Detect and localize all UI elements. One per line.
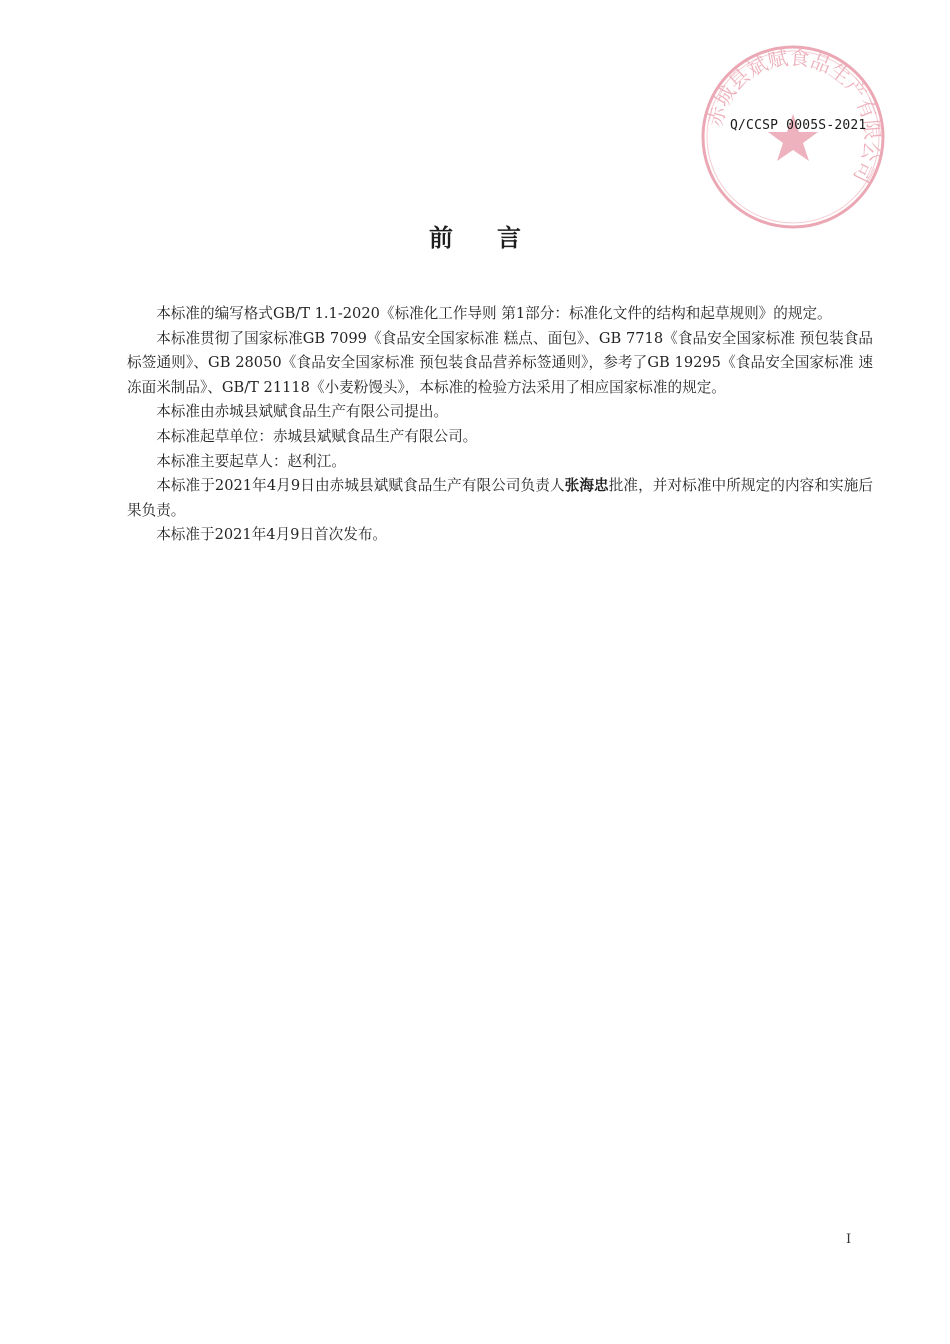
- paragraph-drafting-unit: 本标准起草单位：赤城县斌赋食品生产有限公司。: [156, 427, 478, 445]
- paragraph-format: 本标准的编写格式GB/T 1.1-2020《标准化工作导则 第1部分：标准化文件的结构和起草规则》的规定。: [156, 305, 832, 322]
- page-number: I: [846, 1232, 852, 1247]
- approval-text-before: 本标准于2021年4月9日由赤城县斌赋食品生产有限公司负责人: [156, 477, 565, 495]
- paragraph-drafter: 本标准主要起草人：赵利江。: [156, 452, 346, 470]
- document-code: Q/CCSP 0005S-2021: [730, 118, 867, 133]
- foreword-body: [127, 302, 873, 548]
- approver-name: 张海忠: [564, 477, 609, 495]
- seal-text: 赤城县斌赋食品生产有限公司: [702, 45, 885, 187]
- paragraph-proposer: 本标准由赤城县斌赋食品生产有限公司提出。: [156, 403, 449, 421]
- paragraph-approval: [127, 474, 873, 523]
- paragraph-standards: 本标准贯彻了国家标准GB 7099《食品安全国家标准 糕点、面包》、GB 7718《食品安全国家标准 预包装食品标签通则》、GB 28050《食品安全国家标准 预包装食品营养标签通则》，参考了GB 19295《食品安全国家标准 速冻面米制品》、GB/T 21118《小麦粉馒头》，本标准的检验方法采用了相应国家标准的规定。: [127, 329, 873, 396]
- page-title: 前言: [429, 224, 565, 252]
- approval-text-after: 批准，并对标准中所规定的内容和实施后果负责。: [127, 477, 873, 519]
- paragraph-release: 本标准于2021年4月9日首次发布。: [156, 526, 388, 544]
- company-seal-stamp: [698, 42, 888, 232]
